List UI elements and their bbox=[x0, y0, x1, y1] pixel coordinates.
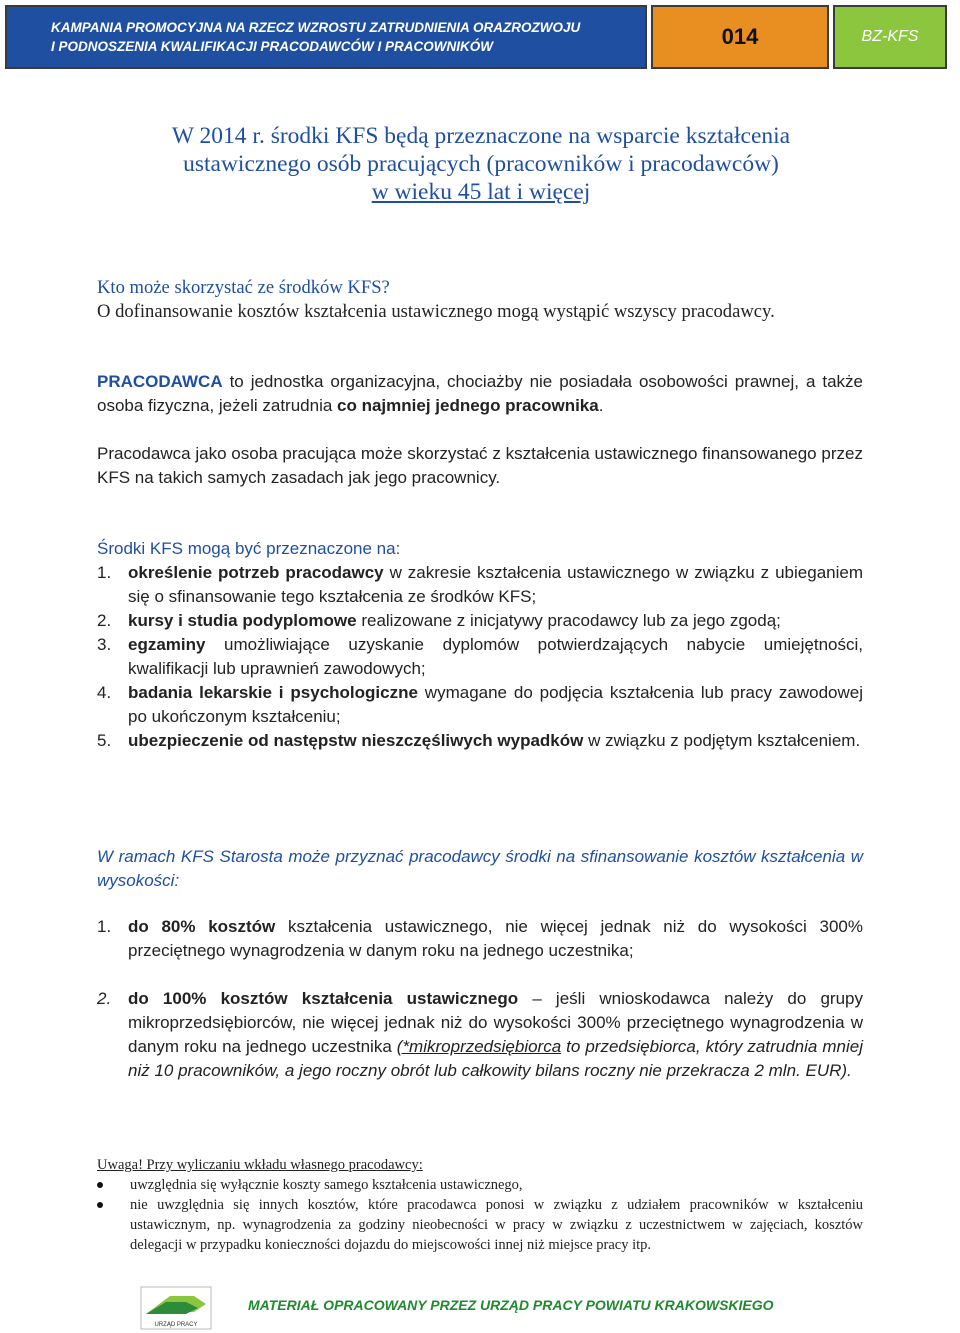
header-bar bbox=[5, 5, 952, 73]
who-text: O dofinansowanie kosztów kształcenia ustawicznego mogą wystąpić wszyscy pracodawcy. bbox=[97, 301, 775, 322]
funds-list bbox=[67, 561, 863, 753]
list-item bbox=[67, 729, 863, 753]
labour-office-logo bbox=[140, 1286, 212, 1330]
item-text: umożliwiające uzyskanie dyplomów potwierdzających nabycie umiejętności, kwalifikacji lub uprawnień zawodowych; bbox=[128, 635, 863, 678]
footer-text: MATERIAŁ OPRACOWANY PRZEZ URZĄD PRACY POWIATU KRAKOWSKIEGO bbox=[248, 1297, 774, 1313]
note-heading: Uwaga! Przy wyliczaniu wkładu własnego pracodawcy: bbox=[97, 1157, 423, 1173]
item-text: wymagane do podjęcia kształcenia lub pracy zawodowej po ukończonym kształceniu; bbox=[128, 683, 863, 726]
who-heading: Kto może skorzystać ze środków KFS? bbox=[97, 277, 390, 298]
list-item: uwzględnia się wyłącznie koszty samego kształcenia ustawicznego, bbox=[64, 1175, 863, 1195]
year-label: 014 bbox=[721, 24, 759, 49]
item-bold: określenie potrzeb pracodawcy bbox=[128, 563, 384, 582]
title-line-1: W 2014 r. środki KFS będą przeznaczone na wsparcie kształcenia bbox=[171, 123, 791, 149]
item-number: 2. bbox=[97, 989, 112, 1008]
list-item bbox=[67, 633, 863, 681]
item-bold: do 80% kosztów bbox=[128, 917, 276, 936]
employer-note: Pracodawca jako osoba pracująca może skorzystać z kształcenia ustawicznego finansowanego przez KFS na takich samych zasadach jak jego pracownicy. bbox=[97, 444, 863, 487]
item-number: 4. bbox=[97, 683, 112, 702]
list-item bbox=[67, 561, 863, 609]
campaign-banner bbox=[5, 5, 647, 69]
item-bold: kursy i studia podyplomowe bbox=[128, 611, 357, 630]
code-label: BZ-KFS bbox=[861, 28, 919, 45]
note-list bbox=[64, 1175, 863, 1255]
item-bold: do 100% kosztów kształcenia ustawicznego bbox=[128, 989, 519, 1008]
item-text: realizowane z inicjatywy pracodawcy lub za jego zgodą; bbox=[356, 611, 781, 630]
definition-text-1: to jednostka organizacyjna, chociażby nie posiadała osobowości prawnej, a także osoba fizyczna, jeżeli zatrudnia bbox=[97, 372, 863, 415]
item-bold: badania lekarskie i psychologiczne bbox=[128, 683, 418, 702]
code-box bbox=[833, 5, 947, 69]
definition-bold: co najmniej jednego pracownika bbox=[337, 396, 599, 415]
list-item bbox=[67, 915, 863, 963]
item-text: w związku z podjętym kształceniem. bbox=[583, 731, 861, 750]
definition-text-2: . bbox=[598, 396, 604, 415]
title-line-3: w wieku 45 lat i więcej bbox=[371, 179, 591, 205]
item-text: w zakresie kształcenia ustawicznego w związku z ubieganiem się o sfinansowanie tego kształcenia ze środków KFS; bbox=[128, 563, 863, 606]
item-number: 5. bbox=[97, 731, 112, 750]
campaign-line-2: I PODNOSZENIA KWALIFIKACJI PRACODAWCÓW I PRACOWNIKÓW bbox=[51, 39, 493, 54]
funds-heading: Środki KFS mogą być przeznaczone na: bbox=[97, 539, 401, 558]
note-section bbox=[97, 1155, 863, 1255]
definition-term: PRACODAWCA bbox=[97, 372, 223, 391]
item-italic-underlined: (*mikroprzedsiębiorca bbox=[396, 1037, 562, 1056]
list-item bbox=[67, 609, 863, 633]
logo-text: URZĄD PRACY bbox=[154, 1322, 198, 1328]
list-item bbox=[67, 987, 863, 1083]
year-box bbox=[651, 5, 829, 69]
starosta-list bbox=[67, 915, 863, 1083]
item-number: 2. bbox=[97, 611, 112, 630]
definition-paragraph bbox=[97, 370, 863, 418]
funds-section bbox=[97, 537, 863, 753]
who-section bbox=[97, 276, 863, 324]
item-number: 1. bbox=[97, 917, 112, 936]
page-title bbox=[96, 122, 866, 206]
starosta-section bbox=[97, 845, 863, 1083]
item-bold: egzaminy bbox=[128, 635, 206, 654]
item-text: – jeśli wnioskodawca należy do grupy mikroprzedsiębiorców, nie więcej jednak niż do wysokości 300% przeciętnego wynagrodzenia w danym roku na jednego uczestnika bbox=[128, 989, 864, 1056]
list-item: nie uwzględnia się innych kosztów, które pracodawca ponosi w związku z udziałem pracowników w kształceniu ustawicznym, np. wynagrodzenia za godziny nieobecności w pracy w związku z uczestnictwem w zajęciach, kosztów delegacji w przypadku konieczności dojazdu do miejscowości innej niż miejsce pracy itp. bbox=[64, 1195, 863, 1255]
title-line-2: ustawicznego osób pracujących (pracowników i pracodawców) bbox=[183, 151, 779, 177]
item-bold: ubezpieczenie od następstw nieszczęśliwych wypadków bbox=[128, 731, 584, 750]
item-text: kształcenia ustawicznego, nie więcej jednak niż do wysokości 300% przeciętnego wynagrodzenia w danym roku na jednego uczestnika; bbox=[128, 917, 863, 960]
starosta-heading: W ramach KFS Starosta może przyznać pracodawcy środki na sfinansowanie kosztów kształcenia w wysokości: bbox=[97, 847, 863, 890]
item-number: 1. bbox=[97, 563, 112, 582]
list-item bbox=[67, 681, 863, 729]
item-number: 3. bbox=[97, 635, 112, 654]
campaign-line-1: KAMPANIA PROMOCYJNA NA RZECZ WZROSTU ZATRUDNIENIA ORAZROZWOJU bbox=[51, 20, 581, 35]
item-italic: to przedsiębiorca, który zatrudnia mniej niż 10 pracowników, a jego roczny obrót lub całkowity bilans roczny nie przekracza 2 mln. EUR). bbox=[128, 1037, 863, 1080]
